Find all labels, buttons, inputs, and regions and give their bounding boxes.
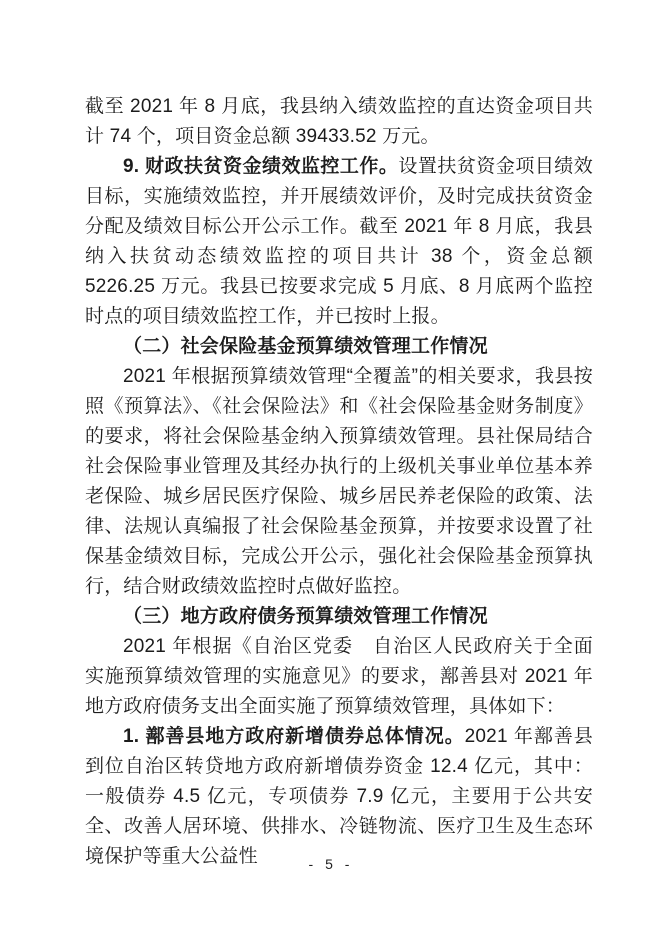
paragraph bbox=[85, 722, 593, 872]
bold-text-run: （三）地方政府债务预算绩效管理工作情况 bbox=[123, 606, 488, 627]
section-heading bbox=[85, 332, 593, 362]
paragraph bbox=[85, 362, 593, 602]
paragraph bbox=[85, 152, 593, 332]
paragraph bbox=[85, 92, 593, 152]
text-run: 2021 年根据预算绩效管理“全覆盖”的相关要求，我县按照《预算法》、《社会保险法》和《社会保险基金财务制度》的要求，将社会保险基金纳入预算绩效管理。县社保局结合社会保险事业管理及其经办执行的上级机关事业单位基本养老保险、城乡居民医疗保险、城乡居民养老保险的政策、法律、法规认真编报了社会保险基金预算，并按要求设置了社保基金绩效目标，完成公开公示，强化社会保险基金预算执行，结合财政绩效监控时点做好监控。 bbox=[85, 366, 593, 597]
page-number: - 5 - bbox=[308, 856, 354, 872]
bold-text-run: （二）社会保险基金预算绩效管理工作情况 bbox=[123, 336, 488, 357]
document-body bbox=[85, 92, 593, 872]
text-run: 截至 2021 年 8 月底，我县纳入绩效监控的直达资金项目共计 74 个，项目资金总额 39433.52 万元。 bbox=[85, 96, 593, 147]
text-run: 2021 年根据《自治区党委 自治区人民政府关于全面实施预算绩效管理的实施意见》的要求，鄯善县对 2021 年地方政府债务支出全面实施了预算绩效管理，具体如下： bbox=[85, 636, 593, 717]
section-heading bbox=[85, 602, 593, 632]
text-run: 设置扶贫资金项目绩效目标，实施绩效监控，并开展绩效评价，及时完成扶贫资金分配及绩效目标公开公示工作。截至 2021 年 8 月底，我县纳入扶贫动态绩效监控的项目共计 38 个，资金总额 5226.25 万元。我县已按要求完成 5 月底、8 月底两个监控时点的项目绩效监控工作，并已按时上报。 bbox=[85, 156, 593, 327]
bold-text-run: 9. 财政扶贫资金绩效监控工作。 bbox=[123, 156, 399, 177]
paragraph bbox=[85, 632, 593, 722]
bold-text-run: 1. 鄯善县地方政府新增债券总体情况。 bbox=[123, 726, 465, 747]
text-run: 2021 年鄯善县到位自治区转贷地方政府新增债券资金 12.4 亿元，其中：一般债券 4.5 亿元，专项债券 7.9 亿元，主要用于公共安全、改善人居环境、供排水、冷链物流、医疗卫生及生态环境保护等重大公益性 bbox=[85, 726, 593, 867]
